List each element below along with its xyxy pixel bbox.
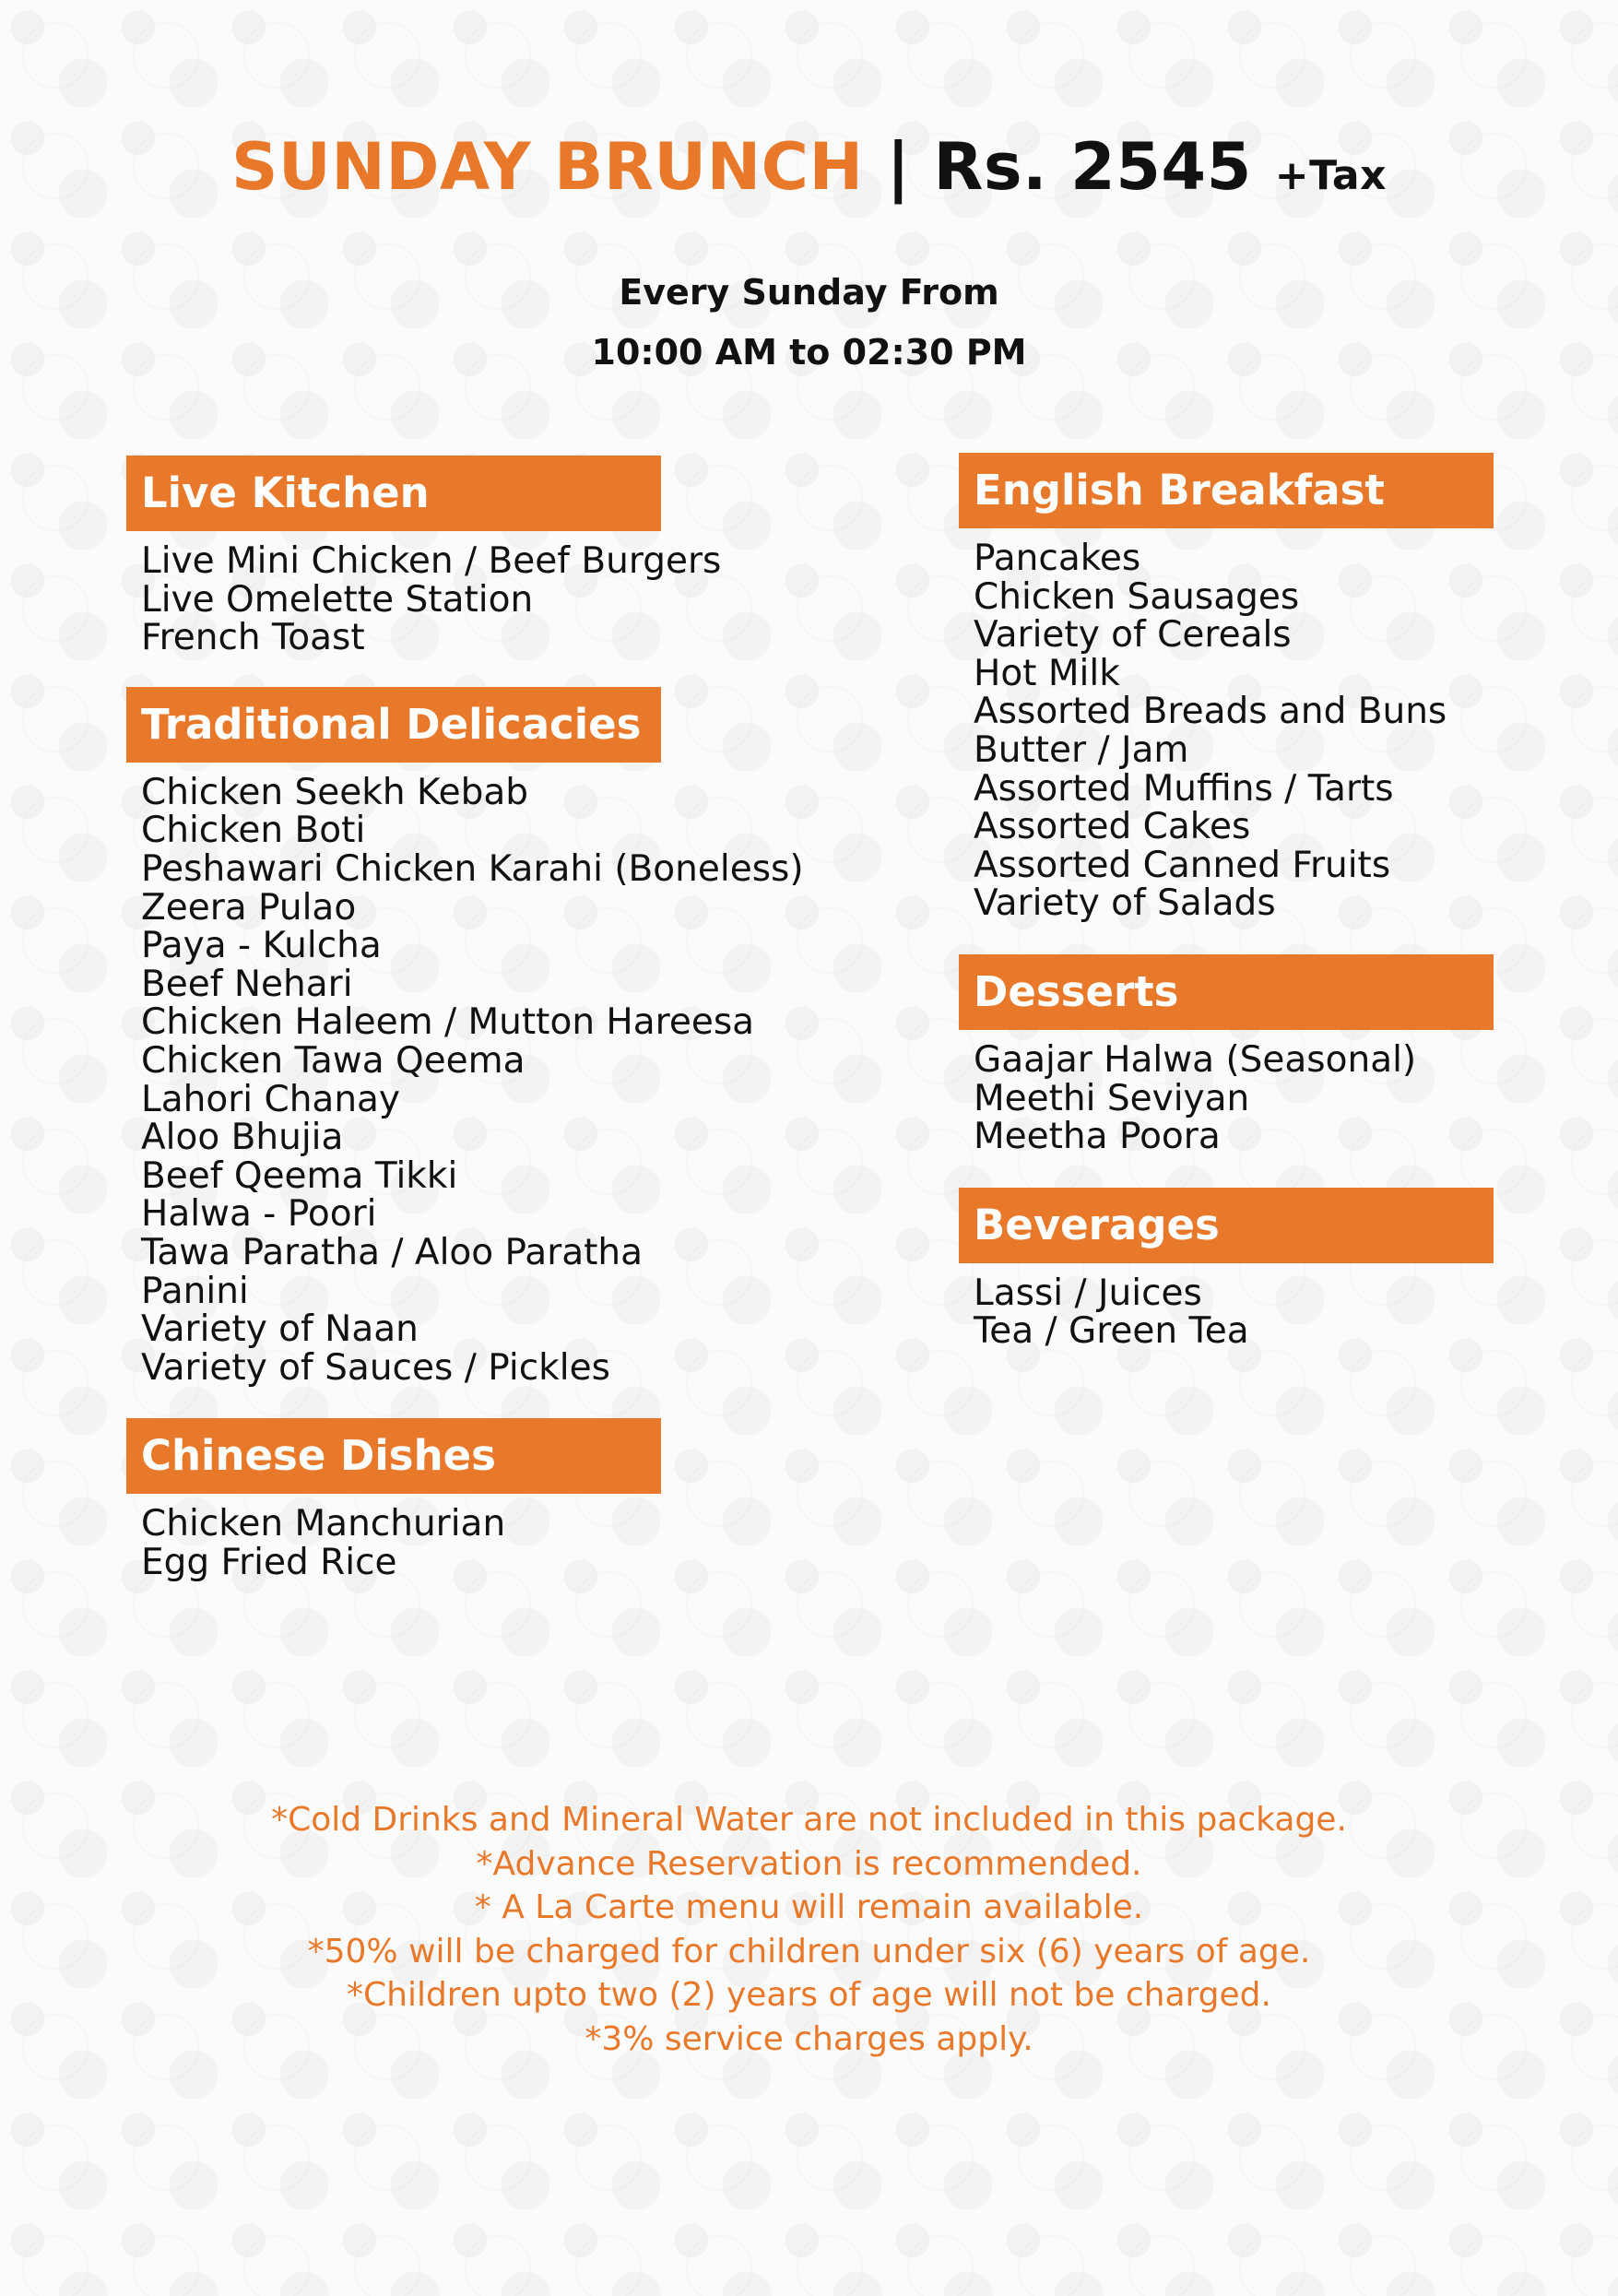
item-list [141, 540, 722, 659]
section-heading: Chinese Dishes [126, 1418, 661, 1494]
item-list [974, 1038, 1494, 1158]
list-item: Chicken Boti [141, 810, 366, 852]
schedule-days: Every Sunday From [619, 272, 999, 313]
list-item: Meethi Seviyan [974, 1077, 1250, 1119]
section-english-breakfast [959, 453, 1494, 923]
list-item: Tawa Paratha / Aloo Paratha [141, 1231, 644, 1273]
list-item: Assorted Canned Fruits [974, 844, 1391, 886]
item-list [141, 771, 804, 1389]
list-item: Hot Milk [974, 652, 1120, 694]
schedule-hours: 10:00 AM to 02:30 PM [591, 332, 1027, 373]
section-heading: Beverages [959, 1188, 1494, 1263]
list-item: Paya - Kulcha [141, 925, 382, 967]
list-item: Chicken Tawa Qeema [141, 1039, 526, 1082]
footnote: *Children upto two (2) years of age will not be charged. [347, 1976, 1271, 2014]
list-item: Assorted Muffins / Tarts [974, 767, 1394, 810]
right-column [959, 453, 1494, 1351]
section-heading: Traditional Delicacies [126, 687, 661, 763]
list-item: Lassi / Juices [974, 1272, 1202, 1314]
list-item: Peshawari Chicken Karahi (Boneless) [141, 847, 804, 890]
list-item: Meetha Poora [974, 1116, 1221, 1158]
list-item: Tea / Green Tea [974, 1310, 1249, 1353]
list-item: Egg Fried Rice [141, 1541, 397, 1583]
list-item: Assorted Breads and Buns [974, 691, 1447, 733]
list-item: Chicken Sausages [974, 575, 1300, 618]
section-beverages [959, 1188, 1494, 1351]
footnote: *Cold Drinks and Mineral Water are not included in this package. [271, 1801, 1347, 1839]
title-separator: | [886, 129, 911, 205]
list-item: Beef Nehari [141, 963, 353, 1005]
list-item: Lahori Chanay [141, 1078, 401, 1120]
list-item: Aloo Bhujia [141, 1117, 344, 1159]
footnote: *50% will be charged for children under six (6) years of age. [307, 1932, 1311, 1971]
list-item: French Toast [141, 617, 365, 659]
list-item: Variety of Cereals [974, 614, 1292, 657]
list-item: Gaajar Halwa (Seasonal) [974, 1038, 1417, 1081]
list-item: Butter / Jam [974, 728, 1189, 771]
item-list [974, 539, 1494, 923]
section-heading: English Breakfast [959, 453, 1494, 528]
list-item: Chicken Haleem / Mutton Hareesa [141, 1001, 755, 1044]
section-desserts [959, 954, 1494, 1156]
footnotes [0, 1798, 1618, 2061]
footnote: *Advance Reservation is recommended. [476, 1844, 1142, 1883]
list-item: Beef Qeema Tikki [141, 1154, 458, 1197]
title-text: SUNDAY BRUNCH [231, 129, 864, 205]
list-item: Variety of Sauces / Pickles [141, 1346, 610, 1389]
section-chinese-dishes [126, 1418, 661, 1581]
menu-header [0, 129, 1618, 205]
section-traditional-delicacies [126, 687, 804, 1389]
page-title [0, 129, 1618, 205]
list-item: Pancakes [974, 538, 1141, 579]
list-item: Halwa - Poori [141, 1193, 377, 1236]
price-text: Rs. 2545 [933, 129, 1252, 205]
footnote: * A La Carte menu will remain available. [474, 1888, 1144, 1926]
list-item: Variety of Naan [141, 1308, 419, 1351]
list-item: Panini [141, 1270, 249, 1312]
section-live-kitchen [126, 456, 722, 659]
section-heading: Live Kitchen [126, 456, 661, 531]
list-item: Chicken Manchurian [141, 1503, 506, 1545]
list-item: Live Omelette Station [141, 578, 534, 621]
item-list [974, 1274, 1494, 1351]
list-item: Assorted Cakes [974, 806, 1251, 848]
item-list [141, 1505, 661, 1581]
tax-label: +Tax [1274, 152, 1387, 199]
list-item: Live Mini Chicken / Beef Burgers [141, 540, 722, 582]
footnote: *3% service charges apply. [585, 2019, 1033, 2058]
left-column [126, 456, 804, 1583]
list-item: Variety of Salads [974, 882, 1276, 925]
list-item: Zeera Pulao [141, 886, 357, 929]
list-item: Chicken Seekh Kebab [141, 771, 529, 813]
section-heading: Desserts [959, 954, 1494, 1030]
